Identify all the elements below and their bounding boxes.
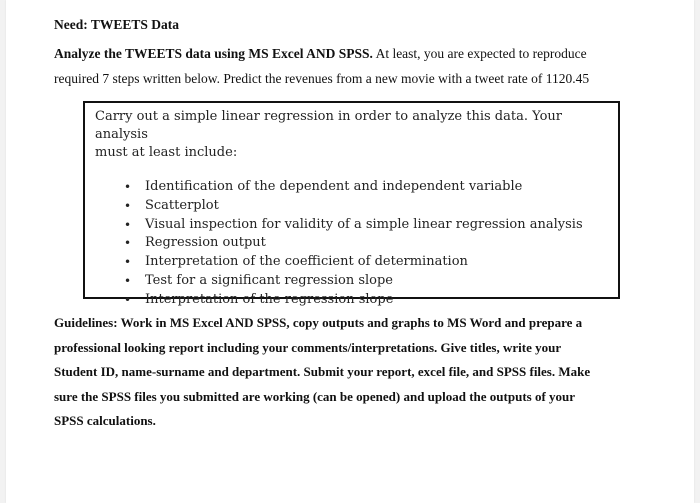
list-item <box>124 197 606 216</box>
task-lead-line-2: must at least include: <box>95 145 238 160</box>
task-lead-line-1: Carry out a simple linear regression in order to analyze this data. Your analysis <box>95 109 562 142</box>
bullet-icon: • <box>124 292 132 307</box>
requirements-list <box>95 178 606 310</box>
intro-line-2: required 7 steps written below. Predict the revenues from a new movie with a tweet rate of 1120.45 <box>54 71 590 86</box>
guidelines-line: Guidelines: Work in MS Excel AND SPSS, copy outputs and graphs to MS Word and prepare a <box>54 315 583 330</box>
intro-bold-text: Analyze the TWEETS data using MS Excel AND SPSS. <box>54 46 373 61</box>
need-heading: Need: TWEETS Data <box>54 17 180 32</box>
bullet-icon: • <box>124 180 132 194</box>
list-item-text: Scatterplot <box>145 197 219 213</box>
intro-rest-text: At least, you are expected to reproduce <box>372 46 587 61</box>
list-item <box>124 272 606 291</box>
task-box-lead <box>95 108 606 162</box>
intro-paragraph <box>54 41 644 91</box>
list-item <box>124 234 606 253</box>
bullet-icon: • <box>124 255 132 270</box>
document-page <box>6 0 694 503</box>
list-item <box>124 253 606 272</box>
list-item <box>124 291 606 310</box>
guidelines-line: sure the SPSS files you submitted are working (can be opened) and upload the outputs of your <box>54 388 576 404</box>
guidelines-line: professional looking report including your comments/interpretations. Give titles, write your <box>54 339 562 355</box>
bullet-icon: • <box>124 236 132 251</box>
intro-line-1 <box>54 41 644 66</box>
task-box <box>83 101 620 307</box>
guidelines-line: Student ID, name-surname and department. Submit your report, excel file, and SPSS files. Make <box>54 364 591 379</box>
guidelines-paragraph <box>54 311 654 434</box>
list-item-text: Identification of the dependent and independent variable <box>145 179 523 194</box>
list-item-text: Regression output <box>145 235 266 251</box>
list-item-text: Interpretation of the regression slope <box>145 291 394 307</box>
bullet-icon: • <box>124 198 132 213</box>
list-item-text: Interpretation of the coefficient of determination <box>145 254 468 270</box>
list-item-text: Visual inspection for validity of a simple linear regression analysis <box>145 216 583 232</box>
guidelines-line: SPSS calculations. <box>54 413 156 428</box>
list-item <box>124 216 606 235</box>
list-item-text: Test for a significant regression slope <box>145 272 394 288</box>
list-item <box>124 178 606 197</box>
bullet-icon: • <box>124 217 132 232</box>
bullet-icon: • <box>124 273 132 288</box>
